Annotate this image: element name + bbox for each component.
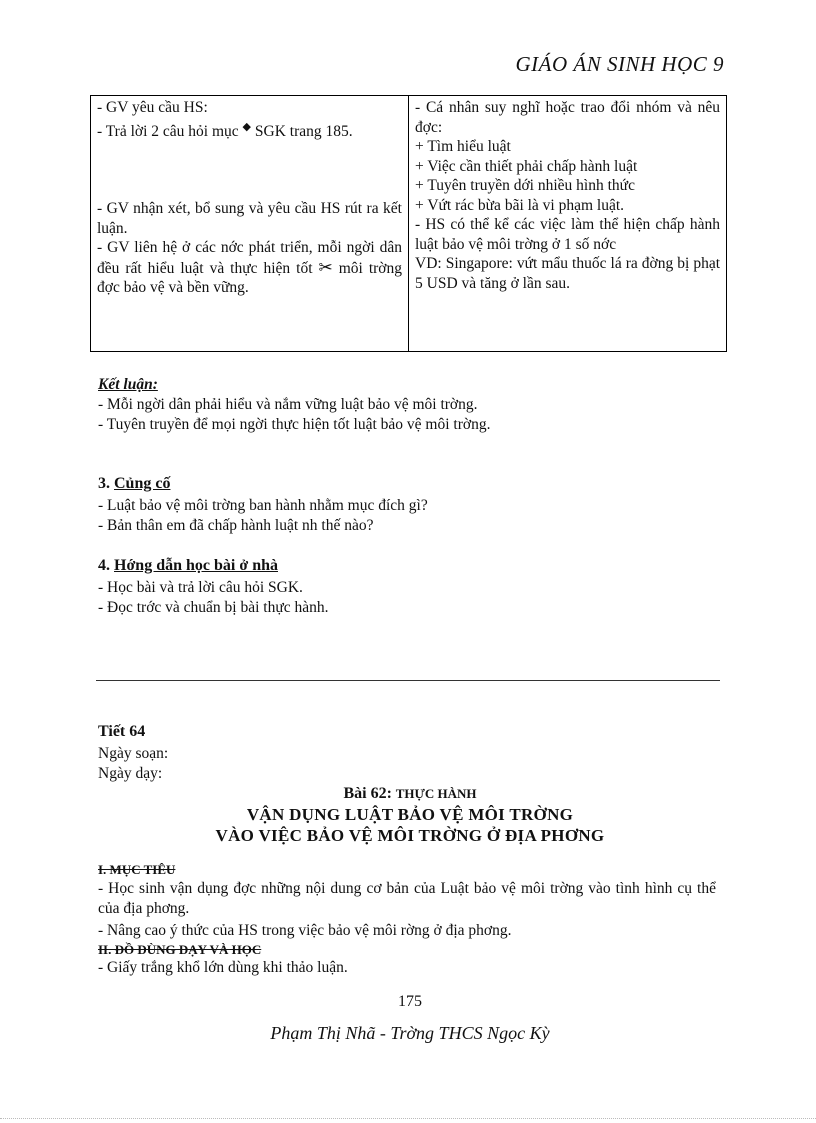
student-line: + Vứt rác bừa bãi là vi phạm luật. bbox=[415, 196, 625, 214]
student-line: - HS có thể kể các việc làm thể hiện chấp hành luật bảo vệ môi trờng ở 1 số nớc bbox=[415, 216, 720, 253]
document-footer: Phạm Thị Nhã - Trờng THCS Ngọc Kỳ bbox=[270, 1023, 550, 1043]
section-3-line: - Luật bảo vệ môi trờng ban hành nhằm mục đích gì? bbox=[98, 497, 428, 514]
section-4-heading: 4. Hớng dẫn học bài ở nhà bbox=[98, 557, 278, 574]
section-4-line: - Học bài và trả lời câu hỏi SGK. bbox=[98, 579, 303, 596]
teacher-activity-cell bbox=[91, 96, 409, 352]
teacher-line: - Trả lời 2 câu hỏi mục ◆ SGK trang 185. bbox=[97, 120, 353, 140]
section-divider bbox=[96, 680, 720, 681]
page-number: 175 bbox=[398, 993, 422, 1010]
conclusion-label: Kết luận: bbox=[98, 376, 158, 393]
student-line: VD: Singapore: vứt mẩu thuốc lá ra đờng bị phạt 5 USD và tăng ở lần sau. bbox=[415, 255, 720, 292]
section-i-heading: I. MỤC TIÊU bbox=[98, 862, 176, 877]
section-3-line: - Bản thân em đã chấp hành luật nh thế nào? bbox=[98, 517, 374, 534]
student-line: - Cá nhân suy nghĩ hoặc trao đổi nhóm và nêu đợc: bbox=[415, 99, 720, 136]
teacher-line: - GV liên hệ ở các nớc phát triển, mỗi ngời dân đều rất hiểu luật và thực hiện tốt ✂ môi trờng đợc bảo vệ và bền vững. bbox=[97, 239, 403, 297]
student-line: + Việc cần thiết phải chấp hành luật bbox=[415, 157, 638, 175]
student-activity-cell bbox=[409, 96, 727, 352]
activity-table bbox=[90, 95, 727, 352]
teach-date: Ngày dạy: bbox=[98, 765, 163, 782]
prep-date: Ngày soạn: bbox=[98, 745, 169, 762]
document-header: GIÁO ÁN SINH HỌC 9 bbox=[515, 52, 724, 76]
section-i-line: - Học sinh vận dụng đợc những nội dung cơ bản của Luật bảo vệ môi trờng vào tình hình cụ thể của địa phơng. bbox=[98, 880, 716, 917]
lesson-title-line-1: VẬN DỤNG LUẬT BẢO VỆ MÔI TRỜNG bbox=[246, 805, 574, 824]
bullet-icon: ◆ bbox=[242, 120, 252, 133]
conclusion-line: - Tuyên truyền để mọi ngời thực hiện tốt luật bảo vệ môi trờng. bbox=[98, 416, 491, 433]
teacher-line: - GV yêu cầu HS: bbox=[97, 99, 208, 116]
teacher-line: - GV nhận xét, bổ sung và yêu cầu HS rút ra kết luận. bbox=[97, 200, 402, 237]
conclusion-line: - Mỗi ngời dân phải hiểu và nắm vững luật bảo vệ môi trờng. bbox=[98, 396, 478, 413]
section-ii-heading: II. ĐỒ DÙNG DẠY VÀ HỌC bbox=[98, 942, 262, 957]
section-ii-line: - Giấy trắng khổ lớn dùng khi thảo luận. bbox=[98, 959, 348, 976]
lesson-period: Tiết 64 bbox=[98, 723, 146, 740]
scissors-icon: ✂ bbox=[318, 257, 333, 277]
section-3-heading: 3. Củng cố bbox=[98, 475, 171, 492]
section-4-line: - Đọc trớc và chuẩn bị bài thực hành. bbox=[98, 599, 329, 616]
page-bottom-rule bbox=[0, 1118, 816, 1119]
student-line: + Tuyên truyền dới nhiều hình thức bbox=[415, 177, 635, 194]
lesson-title-line-2: VÀO VIỆC BẢO VỆ MÔI TRỜNG Ở ĐỊA PHƠNG bbox=[215, 826, 605, 845]
section-i-line: - Nâng cao ý thức của HS trong việc bảo vệ môi rờng ở địa phơng. bbox=[98, 922, 512, 939]
lesson-label: Bài 62: THỰC HÀNH bbox=[343, 785, 477, 802]
student-line: + Tìm hiểu luật bbox=[415, 138, 511, 155]
